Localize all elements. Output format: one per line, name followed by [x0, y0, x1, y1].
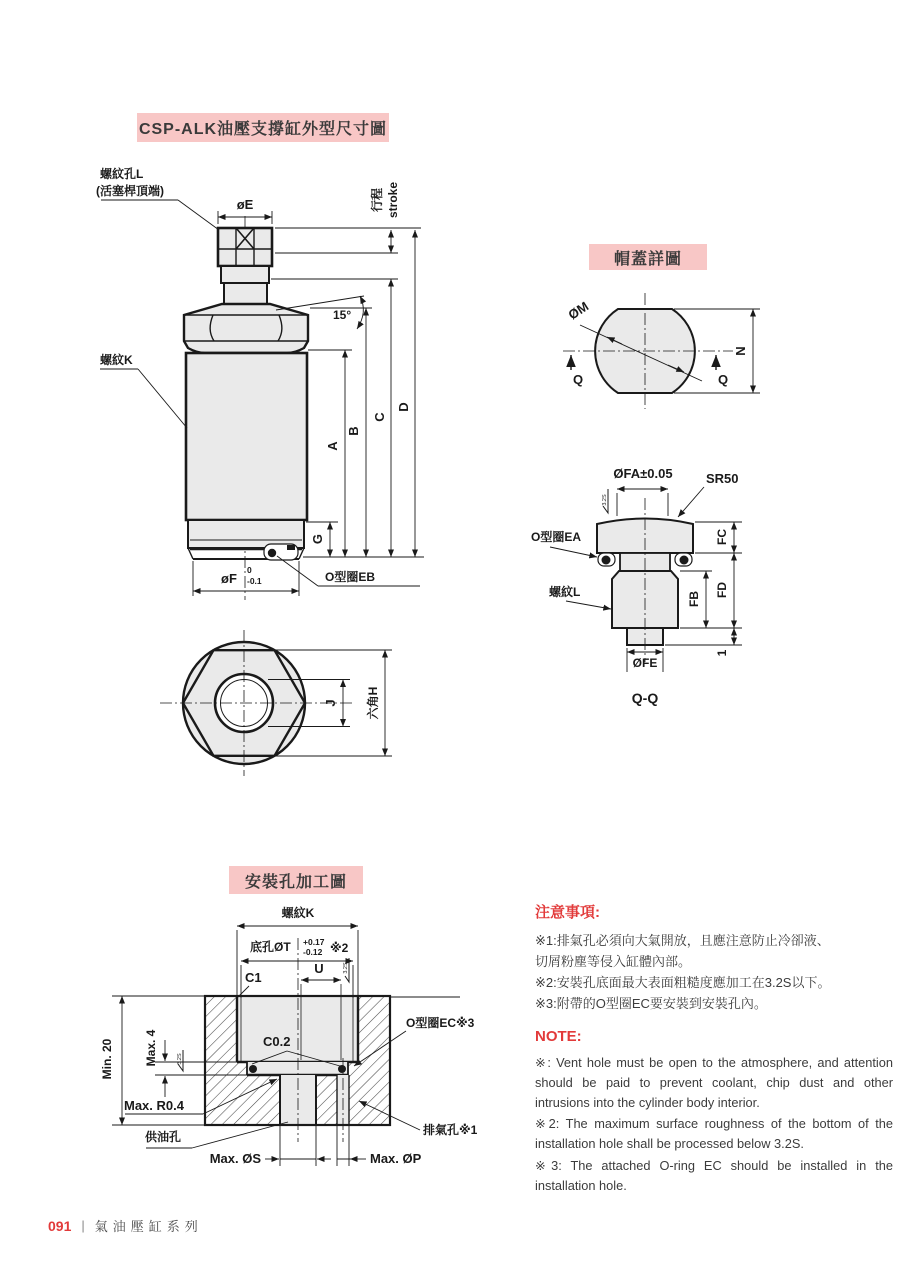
notes-chinese: [535, 901, 893, 1014]
page-number: 091: [48, 1217, 72, 1234]
dim-fb-label: FB: [687, 591, 701, 607]
pilot-tol-upper: +0.17: [303, 937, 325, 947]
notes-en-title: NOTE:: [535, 1028, 582, 1045]
dia-m-label: ØM: [565, 298, 592, 323]
notes-cn-line: ※3:附帶的O型圈EC要安裝到安裝孔內。: [535, 996, 767, 1012]
dim-u-label: U: [314, 961, 324, 976]
roughness-mark-bottom: 3.2S: [177, 1053, 183, 1065]
dim-a-label: A: [325, 441, 340, 451]
hex-bottom-view: [160, 630, 392, 776]
dia-e-label: øE: [236, 197, 254, 212]
notes-cn-title: 注意事項:: [535, 904, 600, 921]
max-p-label: Max. ØP: [370, 1151, 422, 1166]
sr50-label: SR50: [706, 471, 739, 486]
cap-top-view: [563, 293, 760, 409]
max-4-label: Max. 4: [144, 1029, 158, 1067]
oring-ec-label: O型圈EC※3: [406, 1016, 475, 1030]
page-footer: [48, 1216, 203, 1235]
section-qq-label: Q-Q: [631, 690, 659, 706]
outline-section-title: CSP-ALK油壓支撐缸外型尺寸圖: [137, 113, 389, 142]
notes-en-paragraph: ※: Vent hole must be open to the atmosphere, and attention should be paid to prevent coolant, chip dust and other intrusions into the cylinder body interior.: [535, 1055, 893, 1110]
mounting-section-title: 安裝孔加工圖: [229, 866, 363, 894]
q-left-label: Q: [572, 372, 584, 387]
dim-b-label: B: [346, 426, 361, 436]
dim-fd-label: FD: [715, 582, 729, 598]
notes-en-paragraph: ※2: The maximum surface roughness of the bottom of the installation hole shall be processed below 3.2S.: [535, 1116, 893, 1152]
dia-fe-label: ØFE: [632, 656, 658, 670]
oring-eb-label: O型圈EB: [325, 570, 376, 584]
series-name: 氣油壓缸系列: [94, 1219, 203, 1234]
dim-g-label: G: [310, 533, 325, 545]
mounting-hole-labels: [100, 905, 478, 1166]
outline-drawing: [100, 200, 424, 600]
dia-f-tol-lower: -0.1: [247, 576, 262, 586]
pilot-tol-lower: -0.12: [303, 947, 323, 957]
cap-section-view: [550, 487, 742, 672]
roughness-mark-top: 3.2S: [343, 962, 349, 974]
thread-l-label: 螺紋L: [549, 585, 581, 599]
dia-f-label: øF: [221, 571, 237, 586]
dia-fa-label: ØFA±0.05: [613, 466, 673, 481]
footer-divider: |: [81, 1218, 85, 1233]
stroke-cn-label: 行程: [370, 187, 384, 213]
dia-f-tol-upper: 0: [247, 565, 252, 575]
dim-1-label: 1: [715, 649, 729, 657]
max-s-label: Max. ØS: [209, 1151, 261, 1166]
dim-c-label: C: [372, 412, 387, 422]
oring-ea-label: O型圈EA: [531, 530, 582, 544]
angle-15-label: 15°: [333, 308, 352, 322]
stroke-en-label: stroke: [386, 181, 400, 219]
max-r04-label: Max. R0.4: [124, 1098, 184, 1113]
thread-hole-l-sub-label: (活塞桿頂端): [96, 184, 164, 198]
vent-hole-label: 排氣孔※1: [423, 1123, 478, 1137]
ref2-label: ※2: [330, 941, 349, 955]
roughness-mark-qq: 3.2S: [602, 494, 608, 506]
q-right-label: Q: [717, 372, 729, 387]
thread-k-label: 螺紋K: [100, 353, 133, 367]
dim-n-label: N: [733, 346, 748, 356]
dim-fc-label: FC: [715, 529, 729, 545]
cap-section-title: 帽蓋詳圖: [589, 244, 707, 270]
notes-en-paragraph: ※3: The attached O-ring EC should be installed in the installation hole.: [535, 1158, 893, 1193]
hex-h-label: 六角H: [366, 686, 380, 720]
thread-hole-l-label: 螺紋孔L: [100, 167, 144, 181]
dim-j-label: J: [323, 699, 338, 707]
mounting-thread-k-label: 螺紋K: [281, 906, 315, 920]
notes-english: [535, 1028, 893, 1198]
notes-cn-line: ※2:安裝孔底面最大表面粗糙度應加工在3.2S以下。: [535, 975, 831, 991]
min-20-label: Min. 20: [100, 1038, 114, 1080]
oil-hole-label: 供油孔: [145, 1130, 182, 1144]
notes-cn-line: ※1:排氣孔必須向大氣開放，且應注意防止冷卻液、: [535, 933, 830, 948]
pilot-hole-label: 底孔ØT: [250, 940, 291, 954]
c02-label: C0.2: [263, 1034, 291, 1049]
c1-label: C1: [245, 970, 262, 985]
notes-cn-line: 切屑粉塵等侵入缸體內部。: [535, 954, 692, 970]
dim-d-label: D: [396, 402, 411, 412]
